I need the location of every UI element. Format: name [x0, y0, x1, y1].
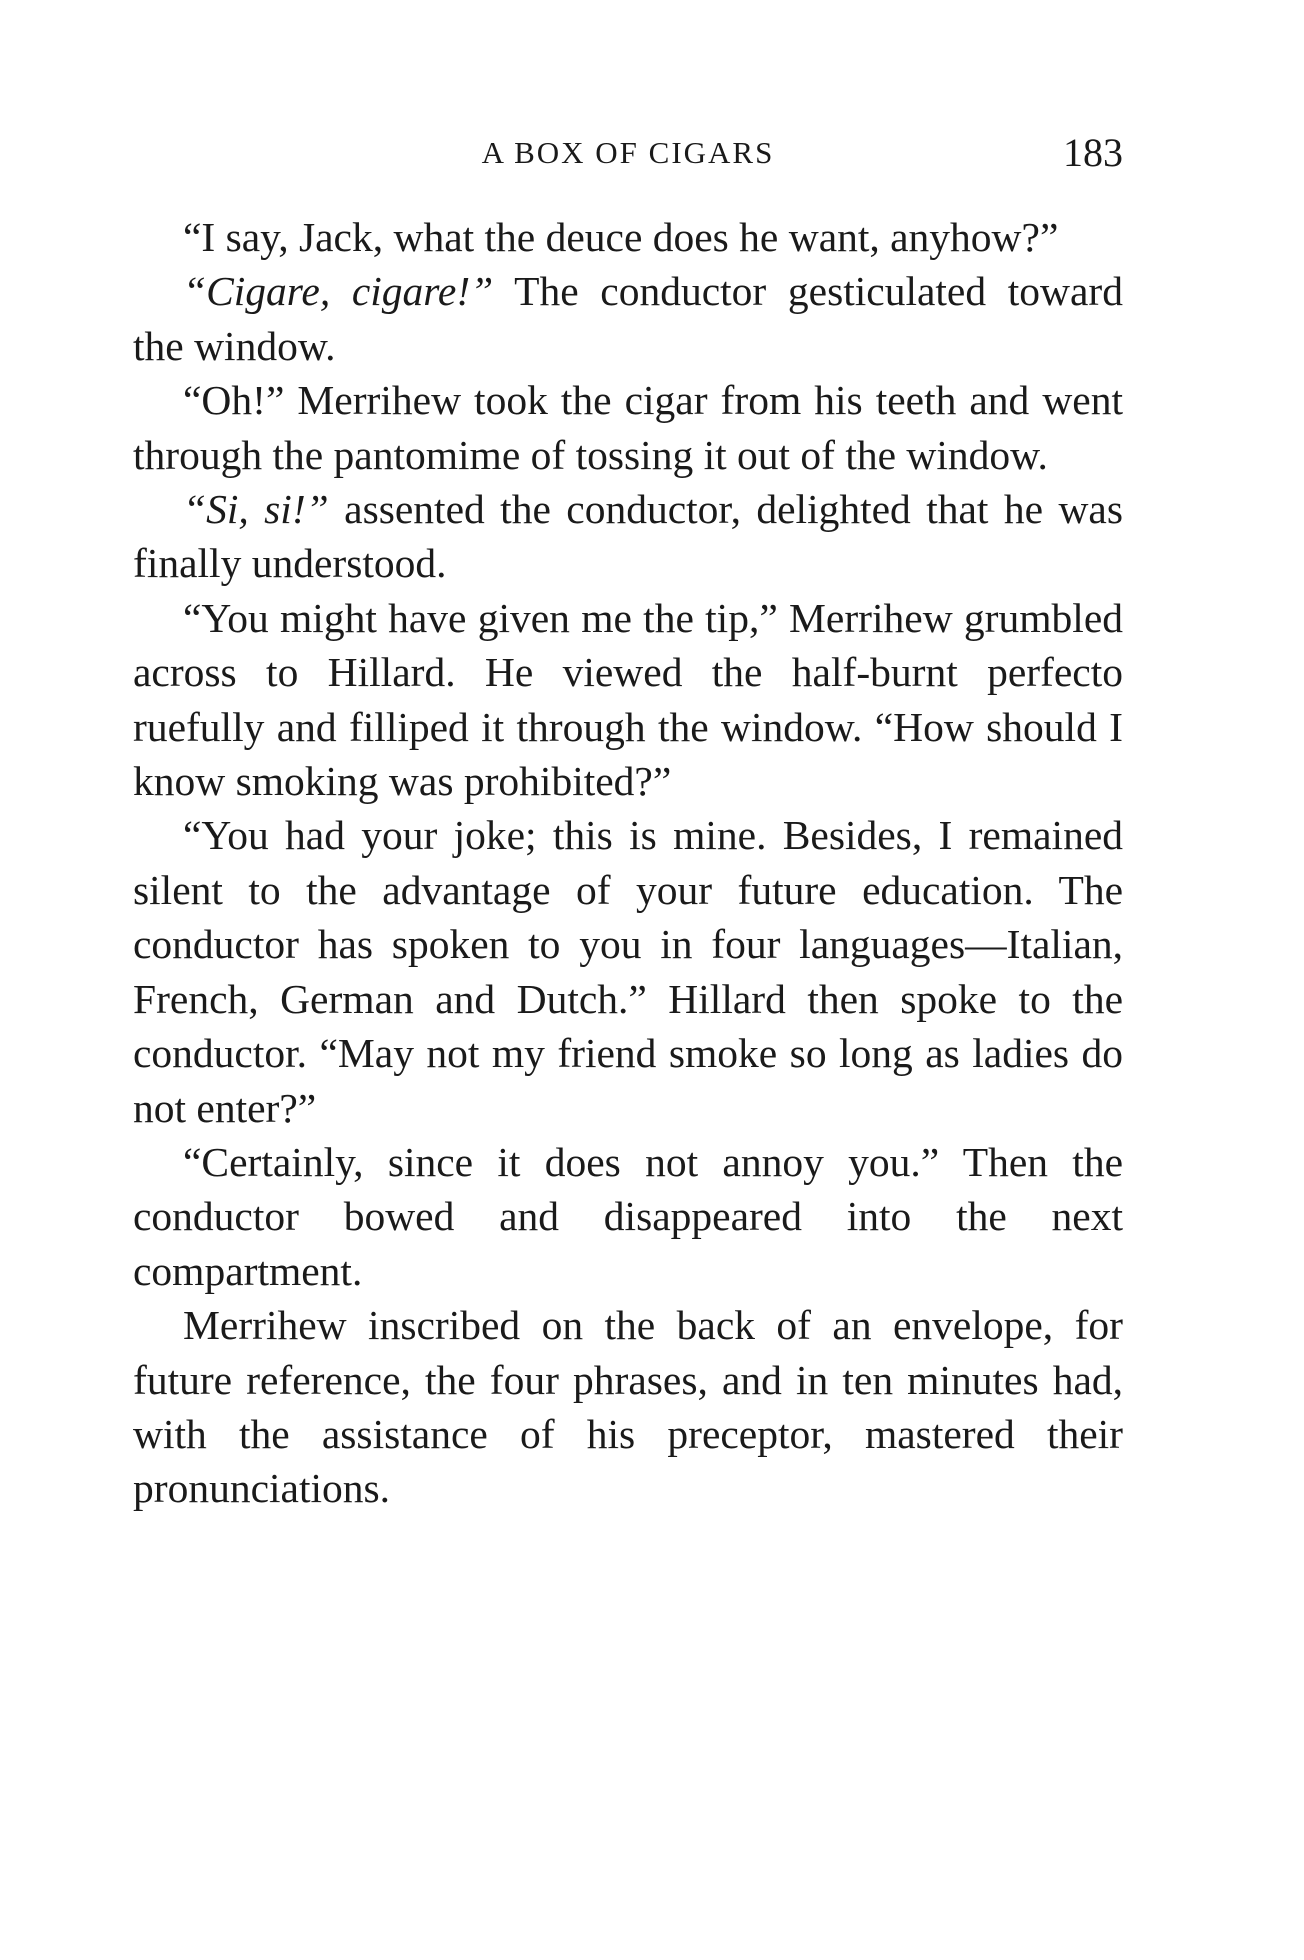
paragraph-3 [133, 373, 1123, 482]
paragraph-text: “Certainly, since it does not annoy you.” Then the conductor bowed and disappeared into the next compartment. [133, 1138, 1123, 1294]
paragraph-text: “I say, Jack, what the deuce does he want, anyhow?” [183, 214, 1059, 260]
paragraph-italic: “Si, si!” [183, 486, 329, 533]
paragraph-6 [133, 808, 1123, 1134]
paragraph-text: “Oh!” Merrihew took the cigar from his teeth and went through the pantomime of tossing it out of the window. [133, 377, 1123, 478]
paragraph-text: The conductor gesticulated toward the window. [133, 268, 1123, 369]
paragraph-text: Merrihew inscribed on the back of an envelope, for future reference, the four phrases, and in ten minutes had, with the assistance of his preceptor, mastered their pronunciations. [133, 1302, 1123, 1512]
paragraph-text: “You might have given me the tip,” Merrihew grumbled across to Hillard. He viewed the half-burnt perfecto ruefully and filliped it through the window. “How should I know smoking was prohibited?” [133, 594, 1123, 805]
running-head [133, 128, 1123, 178]
paragraph-5 [133, 591, 1123, 809]
paragraph-text: assented the conductor, delighted that he was finally understood. [133, 486, 1123, 587]
paragraph-italic: “Cigare, cigare!” [183, 268, 494, 315]
paragraph-8 [133, 1298, 1123, 1516]
paragraph-text: “You had your joke; this is mine. Besides, I remained silent to the advantage of your future education. The conductor has spoken to you in four languages—Italian, French, German and Dutch.” Hillard then spoke to the conductor. “May not my friend smoke so long as ladies do not enter?” [133, 812, 1123, 1131]
running-title: A BOX OF CIGARS [481, 135, 775, 170]
paragraph-4 [133, 482, 1123, 591]
paragraph-7 [133, 1135, 1123, 1298]
page-number: 183 [1063, 130, 1123, 175]
paragraph-2 [133, 264, 1123, 373]
paragraph-1 [133, 210, 1123, 264]
body-text [133, 210, 1123, 1516]
